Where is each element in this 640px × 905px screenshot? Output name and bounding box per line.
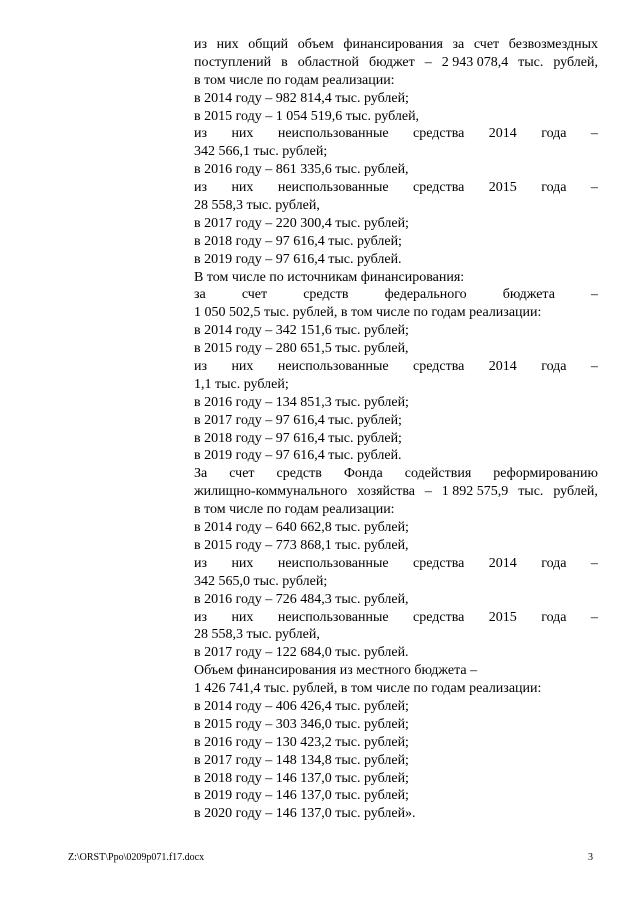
text-line [194, 358, 598, 376]
text-line: в 2019 году – 146 137,0 тыс. рублей; [194, 788, 409, 804]
text-word: общий [248, 37, 289, 52]
text-line: в 2016 году – 134 851,3 тыс. рублей; [194, 394, 409, 410]
text-word: областной [297, 54, 359, 70]
text-line: 28 558,3 тыс. рублей, [194, 627, 320, 643]
text-word: бюджет [368, 54, 415, 70]
text-word: 1 892 575,9 [441, 484, 509, 500]
text-line: 342 566,1 тыс. рублей; [194, 144, 328, 160]
text-word: них [231, 126, 254, 142]
text-word: средств [303, 287, 349, 303]
text-word: средства [413, 609, 465, 625]
text-word: года [541, 126, 567, 142]
text-word: неиспользованные [277, 555, 389, 571]
text-line: в 2019 году – 97 616,4 тыс. рублей. [194, 251, 402, 267]
text-word: из [194, 359, 208, 375]
text-word: счет [241, 287, 268, 303]
text-word: них [231, 180, 254, 196]
text-line: в том числе по годам реализации: [194, 502, 395, 518]
text-word: них [231, 359, 254, 375]
text-word: хозяйства [357, 484, 416, 500]
text-line: 1 050 502,5 тыс. рублей, в том числе по годам реализации: [194, 305, 542, 321]
text-line: в 2018 году – 97 616,4 тыс. рублей; [194, 430, 402, 446]
text-word: неиспользованные [277, 180, 389, 196]
text-word: безвозмездных [508, 37, 598, 52]
text-word: рублей, [553, 484, 598, 500]
text-line: в 2015 году – 1 054 519,6 тыс. рублей, [194, 108, 420, 124]
text-word: средства [413, 180, 465, 196]
text-line: 1,1 тыс. рублей; [194, 376, 289, 392]
text-word: 2014 [488, 555, 517, 571]
text-word: них [231, 609, 254, 625]
text-word: за [452, 37, 465, 52]
text-word: федерального [384, 287, 467, 303]
text-line: Объем финансирования из местного бюджета – [194, 663, 478, 679]
text-line [194, 54, 598, 72]
text-line: в 2014 году – 982 814,4 тыс. рублей; [194, 90, 409, 106]
text-line: в 2014 году – 342 151,6 тыс. рублей; [194, 323, 409, 339]
text-line: в 2016 году – 861 335,6 тыс. рублей, [194, 162, 409, 178]
text-line: 342 565,0 тыс. рублей; [194, 573, 328, 589]
text-word: – [590, 359, 598, 375]
text-word: неиспользованные [277, 359, 389, 375]
text-word: средства [413, 555, 465, 571]
text-line: в том числе по годам реализации: [194, 72, 395, 88]
text-line: в 2017 году – 148 134,8 тыс. рублей; [194, 752, 409, 768]
text-line: в 2017 году – 122 684,0 тыс. рублей. [194, 645, 409, 661]
text-line: в 2015 году – 773 868,1 тыс. рублей, [194, 537, 409, 553]
text-word: из [194, 555, 208, 571]
text-line: в 2020 году – 146 137,0 тыс. рублей». [194, 806, 416, 822]
text-word: За [194, 466, 208, 482]
text-word: – [590, 180, 598, 196]
text-line: в 2017 году – 220 300,4 тыс. рублей; [194, 215, 409, 231]
text-word: в [281, 54, 288, 70]
text-line: в 2015 году – 280 651,5 тыс. рублей, [194, 341, 409, 357]
document-body [194, 36, 598, 823]
text-word: неиспользованные [277, 126, 389, 142]
text-word: средства [413, 126, 465, 142]
text-word: из [194, 609, 208, 625]
text-word: содействия [404, 466, 472, 482]
text-word: 2014 [488, 359, 517, 375]
text-word: – [424, 484, 432, 500]
text-line: в 2016 году – 130 423,2 тыс. рублей; [194, 734, 409, 750]
text-line: 28 558,3 тыс. рублей, [194, 198, 320, 214]
text-word: Фонда [343, 466, 383, 482]
text-word: – [590, 609, 598, 625]
text-word: средств [276, 466, 322, 482]
text-line: в 2017 году – 97 616,4 тыс. рублей; [194, 412, 402, 428]
text-line: в 2018 году – 97 616,4 тыс. рублей; [194, 233, 402, 249]
text-word: тыс. [518, 54, 544, 70]
text-word: 2015 [488, 180, 517, 196]
text-word: 2 943 078,4 [441, 54, 509, 70]
text-word: – [590, 555, 598, 571]
text-word: бюджета [502, 287, 555, 303]
text-line [194, 125, 598, 143]
text-word: счет [473, 37, 500, 52]
text-word: них [216, 37, 239, 52]
text-word: из [194, 126, 208, 142]
text-word: поступлений [194, 54, 272, 70]
text-word: рублей, [553, 54, 598, 70]
text-line [194, 465, 598, 483]
text-word: года [541, 180, 567, 196]
text-word: года [541, 555, 567, 571]
footer-file-path: Z:\ORST\Ppo\0209p071.f17.docx [68, 852, 205, 863]
text-line: в 2019 году – 97 616,4 тыс. рублей. [194, 448, 402, 464]
text-line: в 2014 году – 640 662,8 тыс. рублей; [194, 520, 409, 536]
text-line [194, 483, 598, 501]
text-line [194, 555, 598, 573]
text-line: В том числе по источникам финансирования: [194, 269, 465, 285]
text-word: жилищно-коммунального [194, 484, 348, 500]
text-line [194, 36, 598, 54]
text-word: из [194, 37, 208, 52]
text-word: – [591, 287, 598, 303]
text-line: в 2016 году – 726 484,3 тыс. рублей, [194, 591, 409, 607]
text-line [194, 286, 598, 304]
text-word: счет [229, 466, 255, 482]
text-word: из [194, 180, 208, 196]
text-line: в 2018 году – 146 137,0 тыс. рублей; [194, 770, 409, 786]
text-word: – [424, 54, 432, 70]
text-word: реформированию [493, 466, 598, 482]
text-word: года [541, 609, 567, 625]
text-line: в 2014 году – 406 426,4 тыс. рублей; [194, 698, 409, 714]
text-word: них [231, 555, 254, 571]
text-word: тыс. [518, 484, 544, 500]
text-word: объем [297, 37, 334, 52]
text-word: 2014 [488, 126, 517, 142]
text-word: средства [413, 359, 465, 375]
text-word: – [590, 126, 598, 142]
text-line: в 2015 году – 303 346,0 тыс. рублей; [194, 716, 409, 732]
text-line: 1 426 741,4 тыс. рублей, в том числе по годам реализации: [194, 681, 542, 697]
text-word: неиспользованные [277, 609, 389, 625]
text-word: за [194, 287, 206, 303]
text-word: финансирования [343, 37, 443, 52]
text-word: года [541, 359, 567, 375]
text-line [194, 179, 598, 197]
text-word: 2015 [488, 609, 517, 625]
text-line [194, 609, 598, 627]
page-number: 3 [588, 852, 593, 863]
